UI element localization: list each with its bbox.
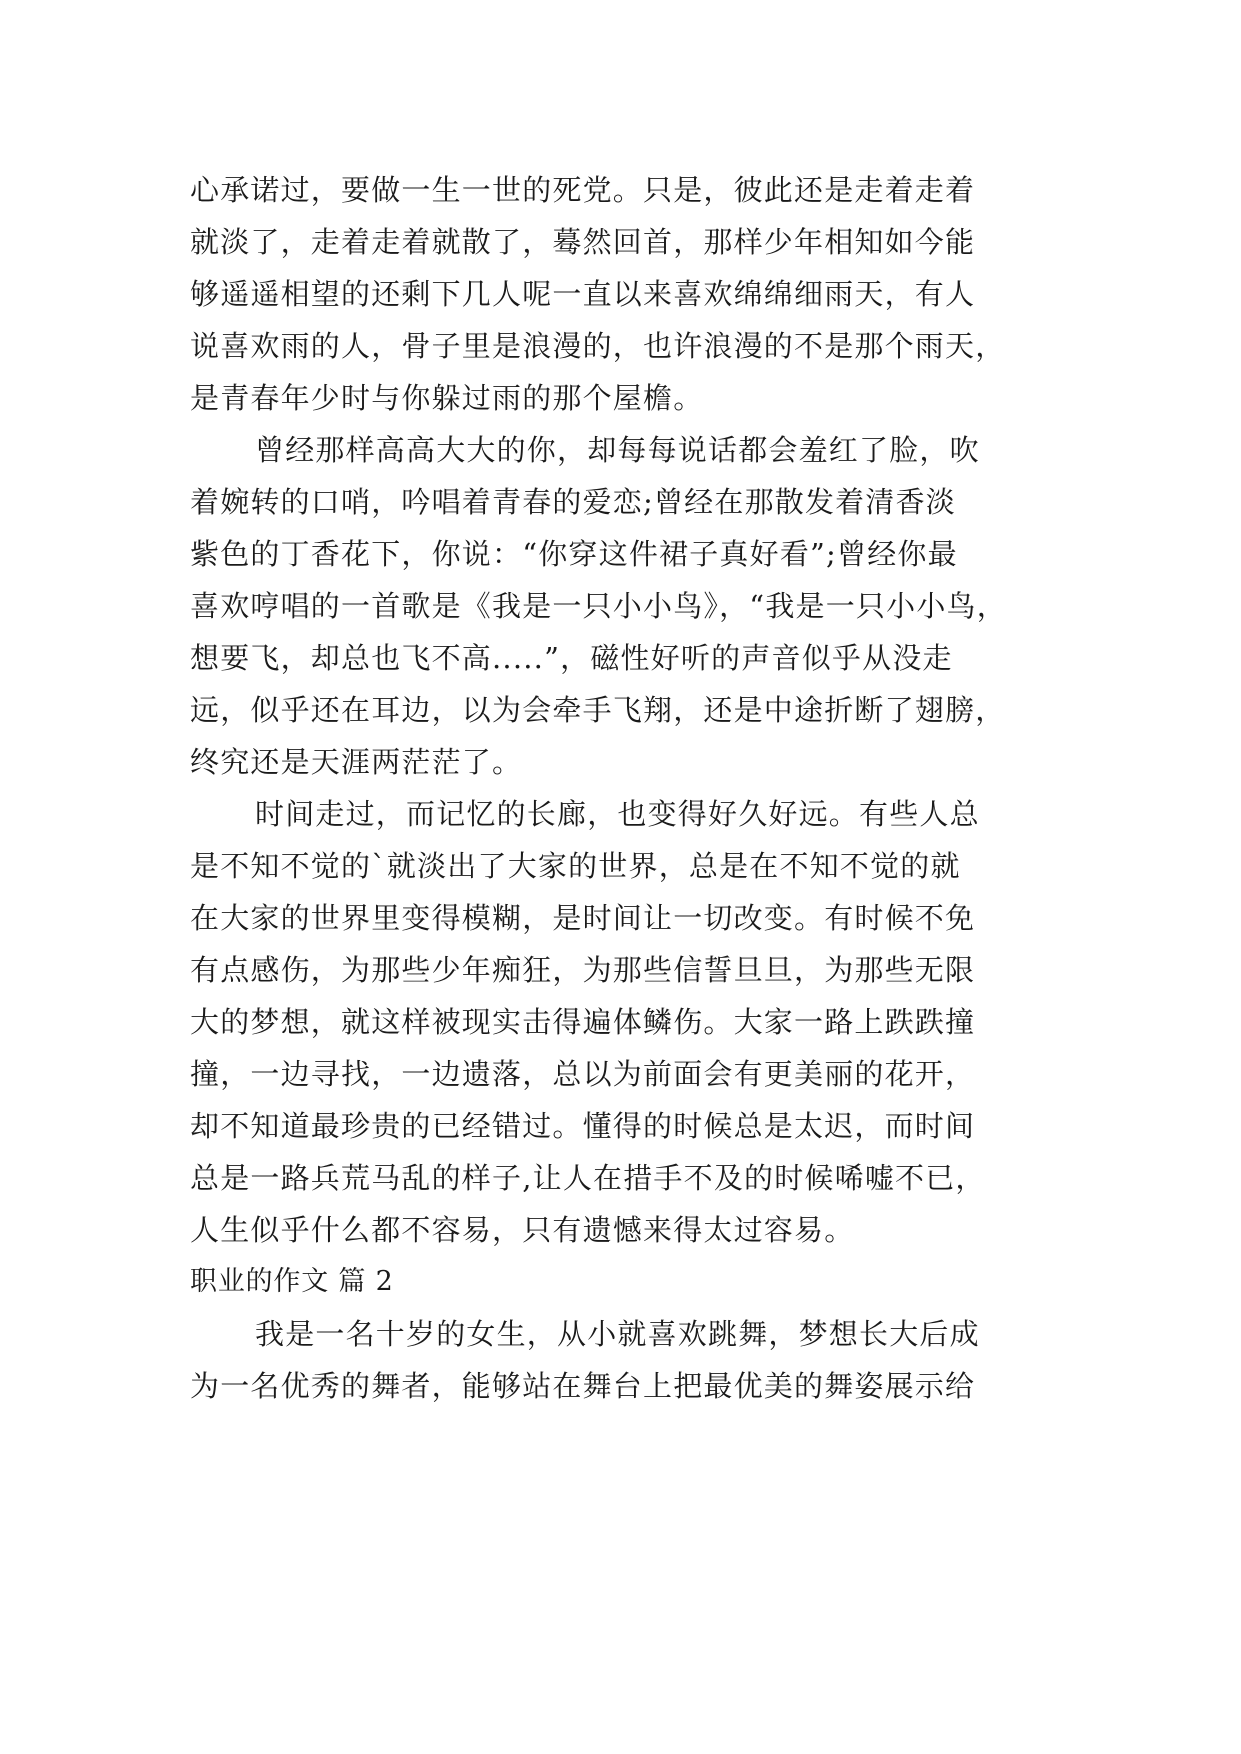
paragraph-line: 在大家的世界里变得模糊，是时间让一切改变。有时候不免 — [190, 901, 976, 935]
paragraph-line: 总是一路兵荒马乱的样子,让人在措手不及的时候唏嘘不已， — [190, 1161, 986, 1195]
paragraph-3 — [190, 788, 1060, 1256]
paragraph-2 — [190, 424, 1060, 788]
paragraph-line: 紫色的丁香花下，你说：“你穿这件裙子真好看”;曾经你最 — [190, 537, 958, 571]
paragraph-line: 是不知不觉的`就淡出了大家的世界，总是在不知不觉的就 — [190, 849, 961, 883]
paragraph-line: 大的梦想，就这样被现实击得遍体鳞伤。大家一路上跌跌撞 — [190, 1005, 976, 1039]
paragraph-line: 我是一名十岁的女生，从小就喜欢跳舞，梦想长大后成 — [255, 1317, 980, 1351]
paragraph-line: 喜欢哼唱的一首歌是《我是一只小小鸟》，“我是一只小小鸟， — [190, 589, 1007, 623]
paragraph-line: 终究还是天涯两茫茫了。 — [190, 745, 523, 779]
paragraph-line: 够遥遥相望的还剩下几人呢一直以来喜欢绵绵细雨天，有人 — [190, 277, 976, 311]
paragraph-line: 着婉转的口哨，吟唱着青春的爱恋;曾经在那散发着清香淡 — [190, 485, 956, 519]
paragraph-line: 远，似乎还在耳边，以为会牵手飞翔，还是中途折断了翅膀， — [190, 693, 1006, 727]
paragraph-line: 就淡了，走着走着就散了，蓦然回首，那样少年相知如今能 — [190, 225, 976, 259]
paragraph-line: 曾经那样高高大大的你，却每每说话都会羞红了脸，吹 — [255, 433, 980, 467]
paragraph-line: 为一名优秀的舞者，能够站在舞台上把最优美的舞姿展示给 — [190, 1369, 976, 1403]
paragraph-line: 撞，一边寻找，一边遗落，总以为前面会有更美丽的花开， — [190, 1057, 976, 1091]
paragraph-line: 想要飞，却总也飞不高.....”，磁性好听的声音似乎从没走 — [190, 641, 953, 675]
paragraph-line: 人生似乎什么都不容易，只有遗憾来得太过容易。 — [190, 1213, 855, 1247]
section-heading: 职业的作文 篇 2 — [190, 1266, 394, 1297]
paragraph-line: 心承诺过，要做一生一世的死党。只是，彼此还是走着走着 — [190, 173, 976, 207]
paragraph-line: 却不知道最珍贵的已经错过。懂得的时候总是太迟，而时间 — [190, 1109, 976, 1143]
paragraph-4 — [190, 1308, 1060, 1412]
paragraph-line: 时间走过，而记忆的长廊，也变得好久好远。有些人总 — [255, 797, 980, 831]
paragraph-line: 是青春年少时与你躲过雨的那个屋檐。 — [190, 381, 704, 415]
paragraph-line: 说喜欢雨的人，骨子里是浪漫的，也许浪漫的不是那个雨天， — [190, 329, 1006, 363]
document-page — [190, 164, 1060, 1412]
paragraph-line: 有点感伤，为那些少年痴狂，为那些信誓旦旦，为那些无限 — [190, 953, 976, 987]
paragraph-1 — [190, 164, 1060, 424]
